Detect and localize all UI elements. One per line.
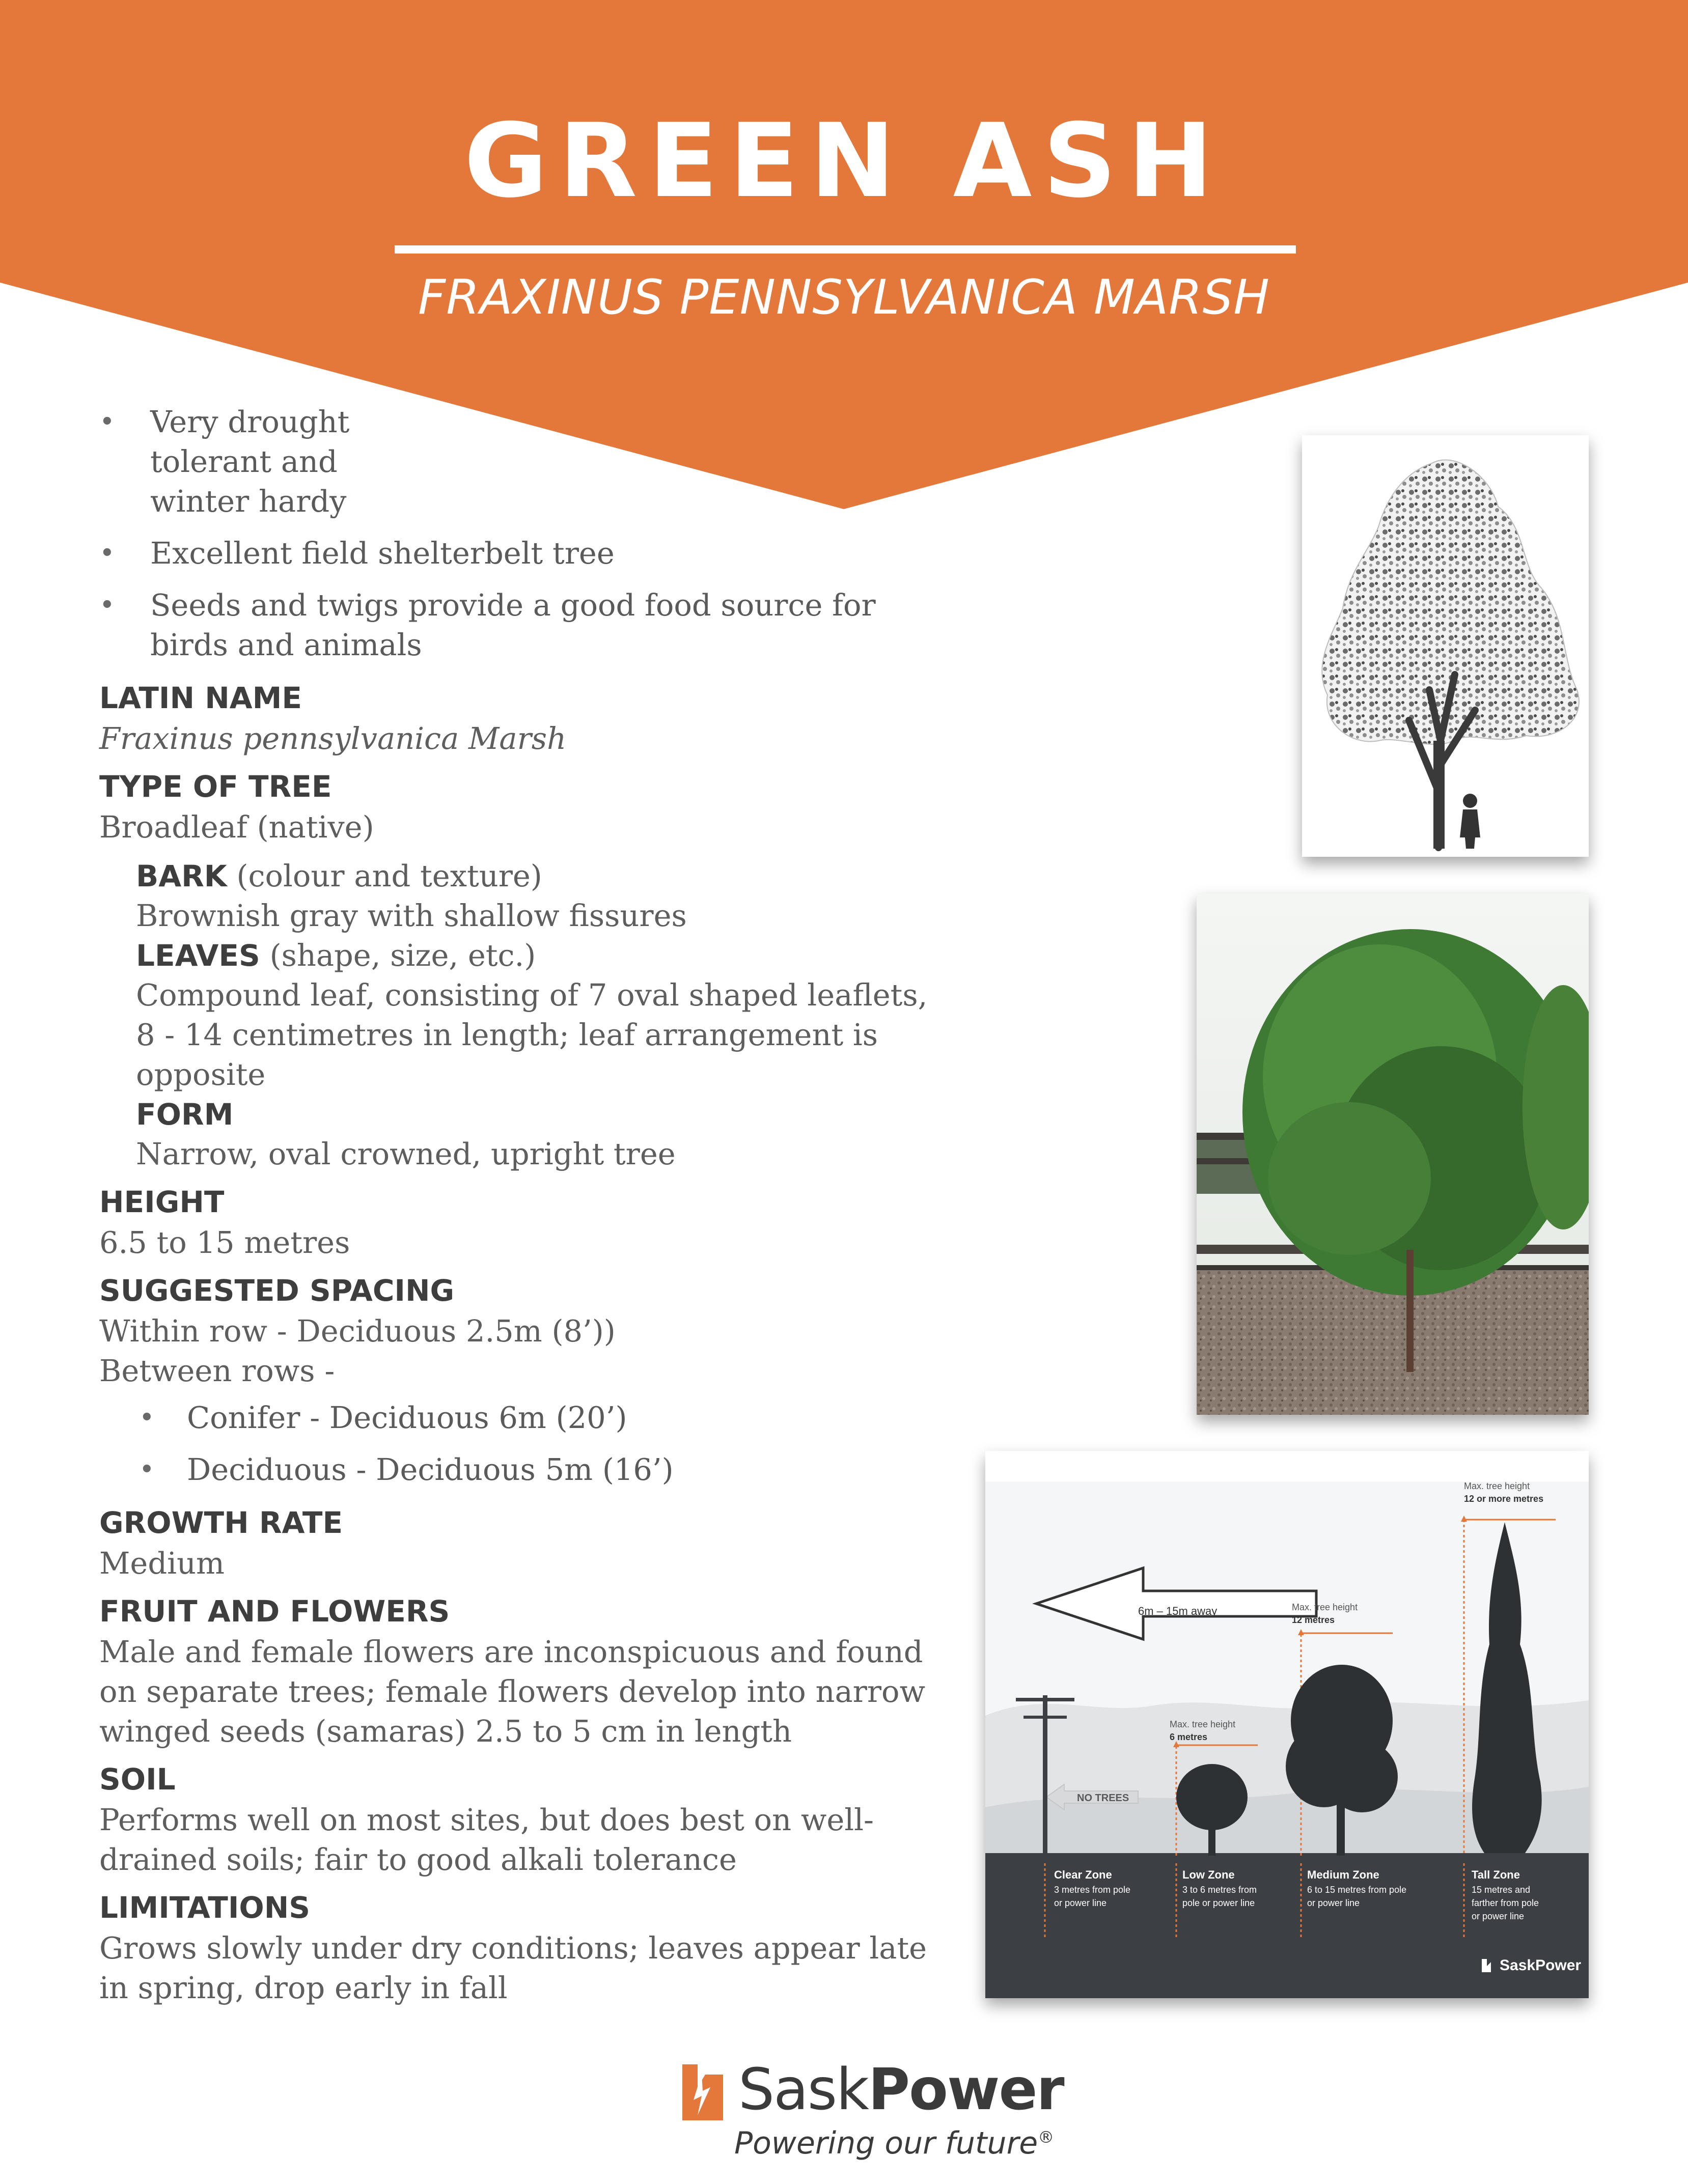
page-subtitle: FRAXINUS PENNSYLVANICA MARSH: [418, 270, 1270, 325]
clear-zone-desc: 3 metres from pole: [1054, 1885, 1131, 1895]
medium-max-value: 12 metres: [1292, 1615, 1335, 1625]
low-zone-desc: 3 to 6 metres from: [1182, 1885, 1257, 1895]
tree-sketch-drawing: [1302, 435, 1589, 857]
leaves-heading: LEAVES: [136, 938, 260, 973]
bark-note: (colour and texture): [227, 858, 542, 893]
highlight-item: • Excellent field shelterbelt tree: [99, 534, 955, 573]
medium-zone-desc: 6 to 15 metres from pole: [1307, 1885, 1407, 1895]
limitations-value: Grows slowly under dry conditions; leaves appear late in spring, drop early in fall: [99, 1930, 927, 2005]
tree-characteristics: [99, 856, 955, 1174]
bark-heading: BARK: [136, 859, 227, 893]
no-trees-label: NO TREES: [1077, 1793, 1129, 1804]
soil-value: Performs well on most sites, but does best on well-drained soils; fair to good alkali tolerance: [99, 1802, 874, 1877]
tall-zone-desc: farther from pole: [1472, 1898, 1539, 1908]
clear-zone-desc: or power line: [1054, 1898, 1107, 1908]
tree-sketch-image: [1302, 435, 1589, 857]
tall-zone-name: Tall Zone: [1472, 1868, 1520, 1881]
low-zone-desc: pole or power line: [1182, 1898, 1255, 1908]
highlight-item: • Very drought tolerant and winter hardy: [99, 402, 435, 521]
logo-wordmark-bold: Power: [868, 2057, 1064, 2123]
highlight-item: • Seeds and twigs provide a good food source for birds and animals: [99, 585, 904, 665]
latin-name-heading: LATIN NAME: [99, 681, 302, 715]
leaves-heading-line: [136, 936, 955, 975]
saskpower-bolt-icon: [682, 2064, 723, 2120]
height-value: 6.5 to 15 metres: [99, 1225, 350, 1260]
title-divider: [395, 245, 1296, 254]
low-zone-name: Low Zone: [1182, 1868, 1235, 1881]
zones-brand: SaskPower: [1500, 1957, 1582, 1974]
logo-tagline-text: Powering our future: [734, 2125, 1038, 2161]
soil-heading: SOIL: [99, 1762, 176, 1797]
spacing-between-rows: Between rows -: [99, 1353, 335, 1388]
medium-max-label: Max. tree height: [1292, 1602, 1358, 1612]
low-max-value: 6 metres: [1170, 1732, 1208, 1742]
fruit-value: Male and female flowers are inconspicuous and found on separate trees; female flowers develop into narrow winged seeds (samaras) 2.5 to 5 cm in length: [99, 1634, 926, 1749]
growth-rate-heading: GROWTH RATE: [99, 1505, 343, 1540]
tree-type-value: Broadleaf (native): [99, 809, 374, 845]
medium-zone-desc: or power line: [1307, 1898, 1360, 1908]
leaves-value: Compound leaf, consisting of 7 oval shaped leaflets, 8 - 14 centimetres in length; leaf arrangement is opposite: [136, 977, 928, 1092]
zones-diagram-drawing: [985, 1451, 1589, 1998]
planting-zones-diagram: [985, 1451, 1589, 1998]
latin-name-value: Fraxinus pennsylvanica Marsh: [99, 721, 567, 756]
tall-zone-desc: or power line: [1472, 1911, 1525, 1921]
species-details: [99, 402, 955, 2008]
spacing-within-row: Within row - Deciduous 2.5m (8’)): [99, 1313, 616, 1349]
leaves-note: (shape, size, etc.): [260, 938, 536, 973]
tree-photo: [1197, 893, 1589, 1415]
bark-value: Brownish gray with shallow fissures: [136, 898, 687, 933]
distance-label: 6m – 15m away: [1138, 1605, 1217, 1617]
logo-wordmark-light: Sask: [738, 2057, 868, 2123]
form-heading: FORM: [136, 1097, 234, 1132]
logo-tagline: [734, 2125, 1054, 2161]
tall-zone-desc: 15 metres and: [1472, 1885, 1531, 1895]
saskpower-logo: [682, 2057, 1064, 2176]
tree-type-heading: TYPE OF TREE: [99, 769, 332, 804]
fruit-heading: FRUIT AND FLOWERS: [99, 1594, 450, 1629]
logo-wordmark: [738, 2057, 1064, 2123]
height-heading: HEIGHT: [99, 1185, 225, 1219]
low-max-label: Max. tree height: [1170, 1719, 1236, 1729]
trademark-symbol: ®: [1038, 2127, 1055, 2147]
tree-photo-drawing: [1197, 893, 1589, 1415]
bark-heading-line: [136, 856, 955, 896]
medium-zone-name: Medium Zone: [1307, 1868, 1379, 1881]
spacing-item: • Deciduous - Deciduous 5m (16’): [99, 1450, 955, 1490]
tall-max-label: Max. tree height: [1464, 1481, 1530, 1491]
page-title: GREEN ASH: [464, 102, 1224, 220]
spacing-item: • Conifer - Deciduous 6m (20’): [99, 1398, 955, 1438]
highlights-list: [99, 402, 955, 665]
spacing-list: [99, 1398, 955, 1490]
spacing-heading: SUGGESTED SPACING: [99, 1273, 455, 1308]
form-heading-line: [136, 1095, 955, 1134]
tall-max-value: 12 or more metres: [1464, 1494, 1544, 1504]
form-value: Narrow, oval crowned, upright tree: [136, 1136, 676, 1171]
growth-rate-value: Medium: [99, 1546, 225, 1581]
limitations-heading: LIMITATIONS: [99, 1890, 311, 1925]
clear-zone-name: Clear Zone: [1054, 1868, 1112, 1881]
